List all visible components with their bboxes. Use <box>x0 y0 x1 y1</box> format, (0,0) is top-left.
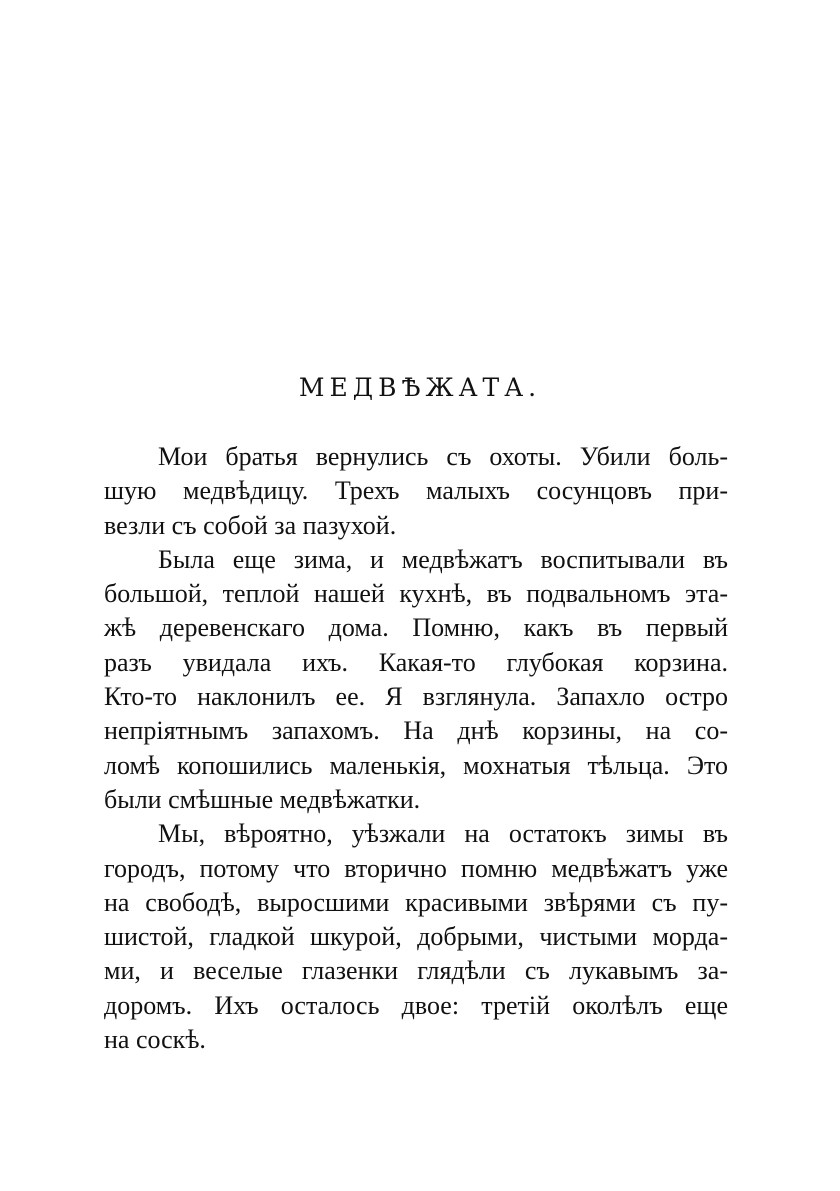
body-text <box>104 440 728 1057</box>
text-line: непріятнымъ запахомъ. На днѣ корзины, на со- <box>104 716 728 746</box>
paragraph-2 <box>104 543 728 817</box>
text-line: шистой, гладкой шкурой, добрыми, чистыми морда- <box>104 922 728 952</box>
text-line: жѣ деревенскаго дома. Помню, какъ въ первый <box>104 613 728 643</box>
text-line: везли съ собой за пазухой. <box>104 510 397 540</box>
text-line: Мы, вѣроятно, уѣзжали на остатокъ зимы въ <box>158 819 728 849</box>
text-line: Мои братья вернулись съ охоты. Убили боль- <box>158 442 728 471</box>
text-line: ломѣ копошились маленькія, мохнатыя тѣльца. Это <box>104 750 728 780</box>
text-line: Кто-то наклонилъ ее. Я взглянула. Запахло остро <box>104 682 728 712</box>
text-line: были смѣшные медвѣжатки. <box>104 784 421 814</box>
paragraph-3 <box>104 817 728 1057</box>
text-line: на свободѣ, выросшими красивыми звѣрями съ пу- <box>104 887 728 917</box>
text-line: Была еще зима, и медвѣжатъ воспитывали въ <box>158 544 728 574</box>
text-line: разъ увидала ихъ. Какая-то глубокая корзина. <box>104 647 728 677</box>
text-line: шую медвѣдицу. Трехъ малыхъ сосунцовъ при- <box>104 476 728 506</box>
text-line: городъ, потому что вторично помню медвѣжатъ уже <box>104 853 728 883</box>
text-line: на соскѣ. <box>104 1025 206 1055</box>
text-line: ми, и веселые глазенки глядѣли съ лукавымъ за- <box>104 956 728 986</box>
text-line: большой, теплой нашей кухнѣ, въ подвальномъ эта- <box>104 579 728 609</box>
paragraph-1 <box>104 440 728 543</box>
text-line: доромъ. Ихъ осталось двое: третій околѣлъ еще <box>104 990 728 1020</box>
chapter-title: МЕДВѢЖАТА. <box>298 373 542 402</box>
